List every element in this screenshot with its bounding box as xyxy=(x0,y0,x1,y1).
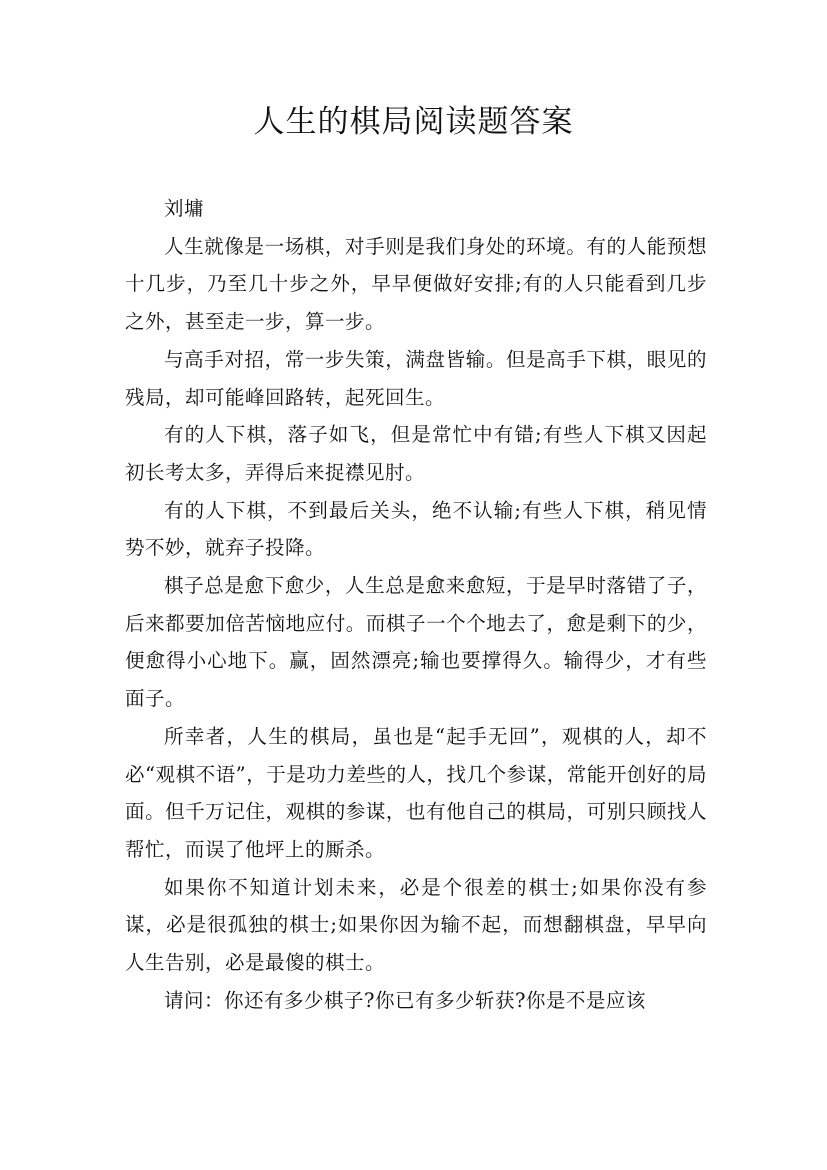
paragraph: 棋子总是愈下愈少，人生总是愈来愈短，于是早时落错了子，后来都要加倍苦恼地应付。而棋子一个个地去了，愈是剩下的少，便愈得小心地下。赢，固然漂亮;输也要撑得久。输得少，才有些面子。 xyxy=(125,574,707,711)
paragraph: 与高手对招，常一步失策，满盘皆输。但是高手下棋，眼见的残局，却可能峰回路转，起死回生。 xyxy=(125,347,707,409)
author-line: 刘墉 xyxy=(164,197,205,220)
page-title: 人生的棋局阅读题答案 xyxy=(253,104,574,140)
paragraph: 所幸者，人生的棋局，虽也是“起手无回”，观棋的人，却不必“观棋不语”，于是功力差些的人，找几个参谋，常能开创好的局面。但千万记住，观棋的参谋，也有他自己的棋局，可别只顾找人帮忙，而误了他坪上的厮杀。 xyxy=(125,724,707,861)
paragraph: 有的人下棋，不到最后关头，绝不认输;有些人下棋，稍见情势不妙，就弃子投降。 xyxy=(125,498,707,560)
paragraph: 有的人下棋，落子如飞，但是常忙中有错;有些人下棋又因起初长考太多，弄得后来捉襟见肘。 xyxy=(125,423,707,484)
paragraph: 请问：你还有多少棋子?你已有多少斩获?你是不是应该 xyxy=(164,988,646,1012)
paragraph: 人生就像是一场棋，对手则是我们身处的环境。有的人能预想十几步，乃至几十步之外，早早便做好安排;有的人只能看到几步之外，甚至走一步，算一步。 xyxy=(125,234,707,334)
paragraph: 如果你不知道计划未来，必是个很差的棋士;如果你没有参谋，必是很孤独的棋士;如果你因为输不起，而想翻棋盘，早早向人生告别，必是最傻的棋士。 xyxy=(125,875,707,975)
article-body xyxy=(125,190,707,1019)
